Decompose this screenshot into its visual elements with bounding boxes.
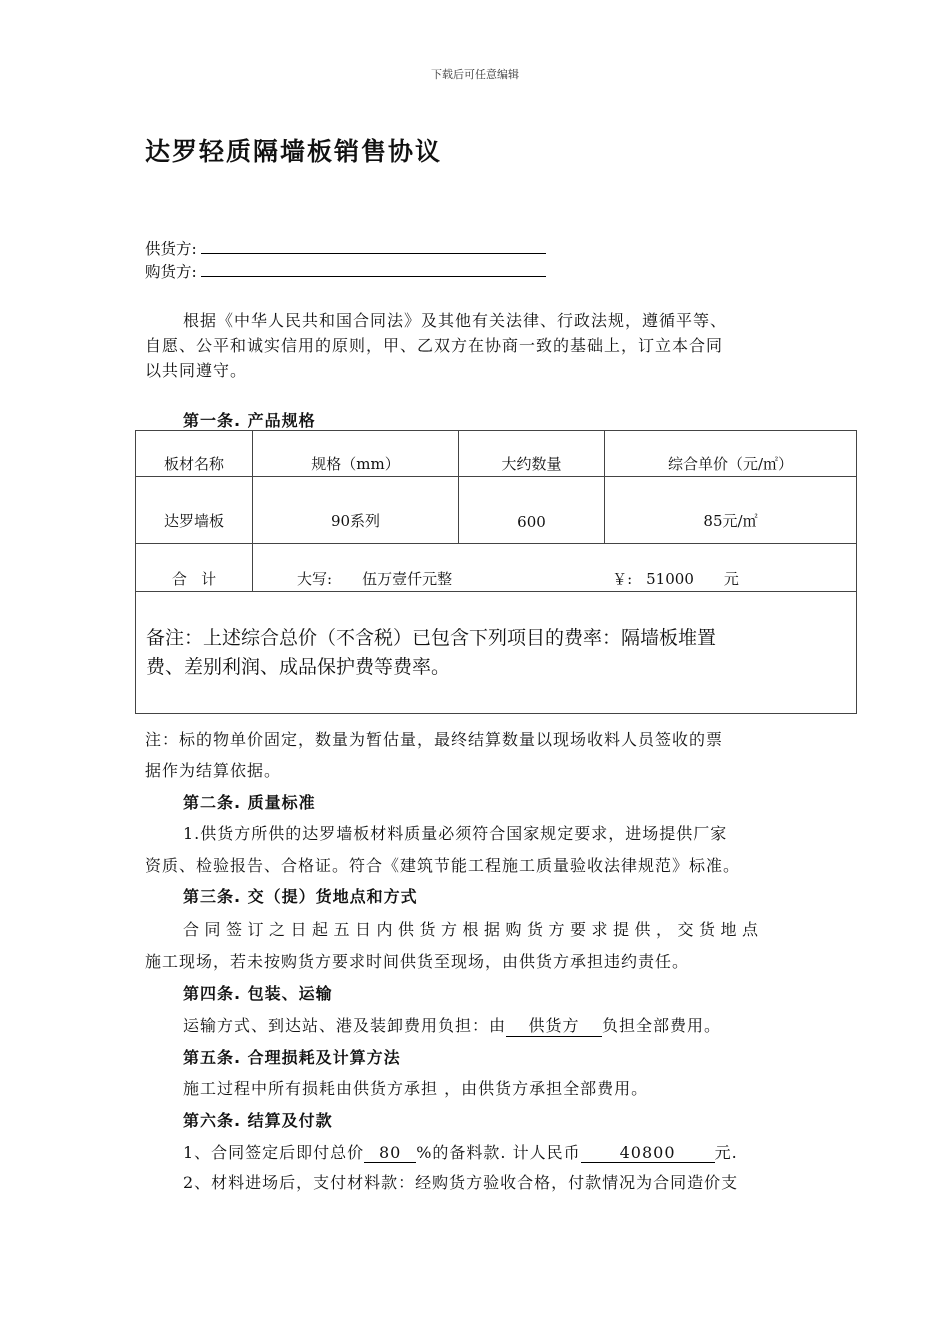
article-2-line-2: 资质、检验报告、合格证。符合《建筑节能工程施工质量验收法律规范》标准。 — [145, 856, 741, 875]
yen-sign: ￥: — [612, 570, 633, 588]
total-amount: 51000 — [646, 570, 694, 588]
supplier-field — [145, 237, 546, 259]
cell-board-name: 达罗墙板 — [136, 477, 253, 544]
article-6-item-1 — [183, 1140, 738, 1163]
remarks-line-2: 费、差别利润、成品保护费等费率。 — [146, 655, 451, 678]
item-1-amount: 40800 — [581, 1143, 715, 1163]
item-1-prefix: 1、合同签定后即付总价 — [183, 1143, 365, 1162]
header-note: 下载后可任意编辑 — [431, 68, 519, 81]
article-2-line-1: 1.供货方所供的达罗墙板材料质量必须符合国家规定要求，进场提供厂家 — [183, 824, 728, 843]
article-3-line-2: 施工现场，若未按购货方要求时间供货至现场，由供货方承担违约责任。 — [145, 952, 690, 971]
article-1-footnote-line-2: 据作为结算依据。 — [145, 761, 282, 780]
capital-amount: 伍万壹仟元整 — [362, 570, 453, 588]
cell-total-label: 合 计 — [136, 544, 253, 592]
article-6-heading: 第六条. 结算及付款 — [183, 1111, 333, 1130]
cell-total-value — [253, 544, 857, 592]
item-1-mid: %的备料款. 计人民币 — [416, 1143, 581, 1162]
buyer-field — [145, 260, 546, 282]
cell-spec: 90系列 — [253, 477, 459, 544]
article-3-heading: 第三条. 交（提）货地点和方式 — [183, 887, 418, 906]
article-1-heading: 第一条. 产品规格 — [183, 411, 316, 430]
article-2-heading: 第二条. 质量标准 — [183, 793, 316, 812]
intro-line-2: 自愿、公平和诚实信用的原则，甲、乙双方在协商一致的基础上，订立本合同 — [145, 336, 724, 355]
header-quantity: 大约数量 — [459, 431, 605, 477]
item-1-percent: 80 — [364, 1143, 416, 1163]
article-4-line — [183, 1013, 721, 1037]
article-4-prefix: 运输方式、到达站、港及装卸费用负担：由 — [183, 1016, 507, 1035]
capital-label: 大写: — [297, 570, 333, 588]
article-4-responsible-party: 供货方 — [506, 1013, 602, 1037]
buyer-label: 购货方: — [145, 263, 197, 281]
supplier-blank-line[interactable] — [201, 239, 546, 254]
article-5-heading: 第五条. 合理损耗及计算方法 — [183, 1048, 401, 1067]
article-5-line-1: 施工过程中所有损耗由供货方承担 ，由供货方承担全部费用。 — [183, 1079, 649, 1098]
article-6-item-2: 2、材料进场后，支付材料款：经购货方验收合格，付款情况为合同造价支 — [183, 1173, 739, 1192]
table-header-row — [136, 431, 857, 477]
buyer-blank-line[interactable] — [201, 262, 546, 277]
article-4-suffix: 负担全部费用。 — [602, 1016, 722, 1035]
table-row — [136, 477, 857, 544]
cell-remarks — [136, 592, 857, 714]
document-title: 达罗轻质隔墙板销售协议 — [145, 137, 443, 166]
product-spec-table — [135, 430, 857, 714]
article-1-footnote-line-1: 注：标的物单价固定，数量为暂估量，最终结算数量以现场收料人员签收的票 — [145, 730, 724, 749]
cell-unit-price: 85元/㎡ — [605, 477, 857, 544]
cell-quantity: 600 — [459, 477, 605, 544]
remarks-line-1: 备注：上述综合总价（不含税）已包含下列项目的费率：隔墙板堆置 — [146, 626, 717, 649]
table-note-row — [136, 592, 857, 714]
supplier-label: 供货方: — [145, 240, 197, 258]
article-3-line-1: 合同签订之日起五日内供货方根据购货方要求提供，交货地点 — [183, 920, 764, 939]
article-4-heading: 第四条. 包装、运输 — [183, 984, 333, 1003]
header-unit-price: 综合单价（元/㎡） — [605, 431, 857, 477]
item-1-suffix: 元. — [714, 1143, 738, 1162]
header-board-name: 板材名称 — [136, 431, 253, 477]
total-unit: 元 — [723, 570, 739, 588]
intro-line-3: 以共同遵守。 — [145, 361, 248, 380]
intro-line-1: 根据《中华人民共和国合同法》及其他有关法律、行政法规，遵循平等、 — [183, 311, 728, 330]
table-total-row — [136, 544, 857, 592]
header-spec: 规格（mm） — [253, 431, 459, 477]
